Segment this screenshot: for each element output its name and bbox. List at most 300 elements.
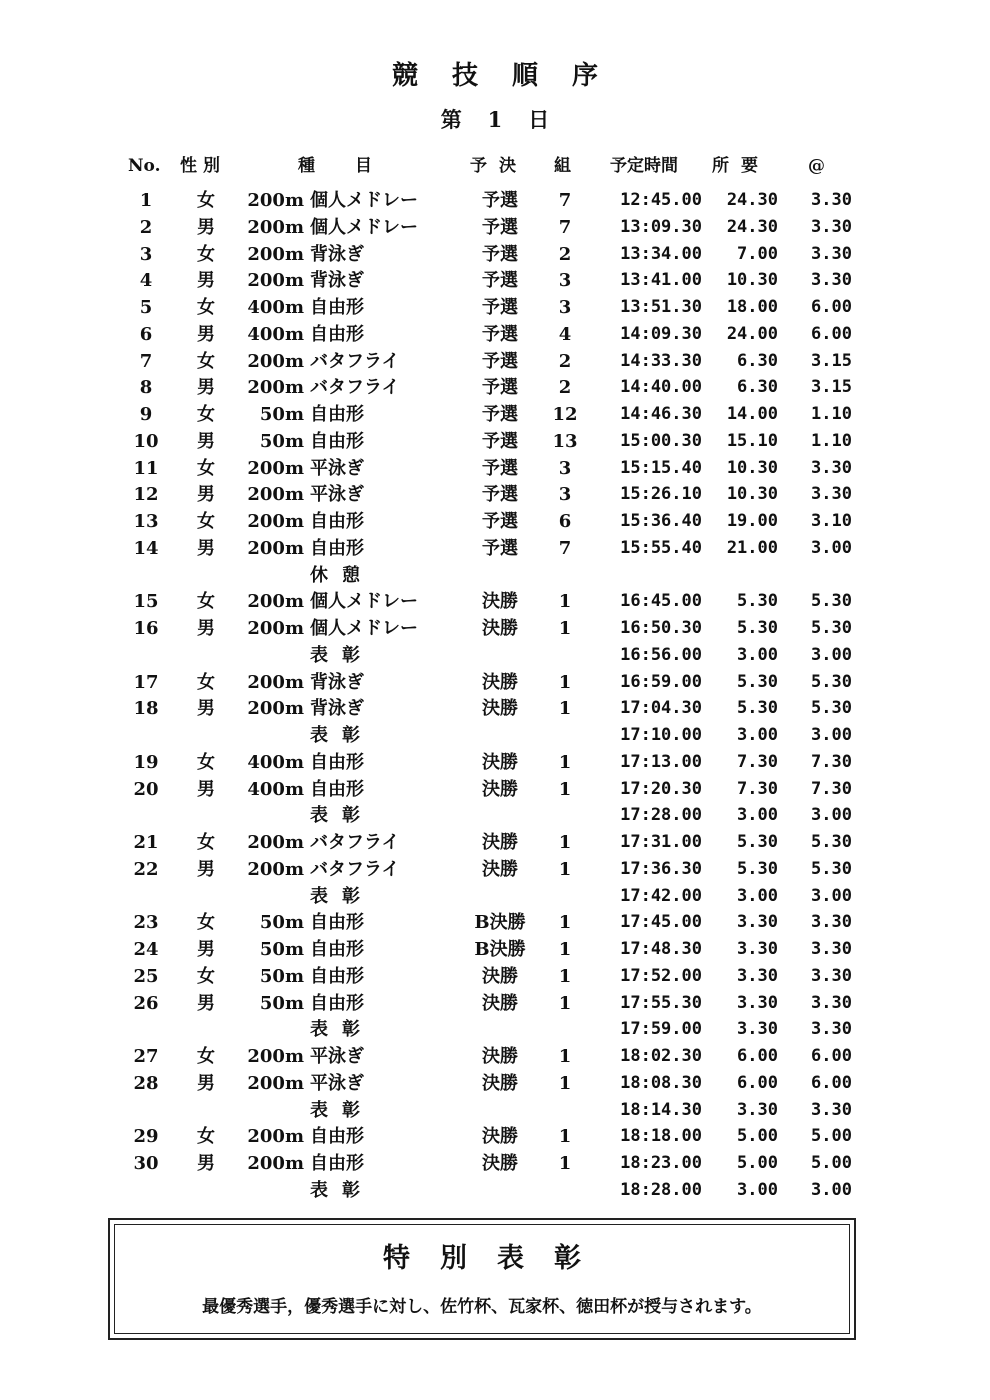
row-event: バタフライ	[310, 858, 400, 880]
row-group: 3	[558, 484, 572, 506]
row-event: 休憩	[310, 564, 374, 586]
row-event: 表彰	[310, 1099, 374, 1121]
row-no: 5	[139, 297, 153, 318]
row-time: 17:55.30	[620, 992, 702, 1013]
row-at: 3.30	[811, 216, 852, 237]
row-required: 3.00	[737, 725, 778, 745]
row-sex: 男	[197, 992, 215, 1014]
row-round: 予選	[482, 377, 518, 399]
table-row	[0, 428, 990, 455]
row-round: 予選	[482, 243, 518, 265]
row-at: 3.30	[811, 1019, 852, 1040]
row-time: 18:14.30	[620, 1099, 702, 1120]
row-group: 3	[558, 270, 572, 292]
row-at: 3.30	[811, 992, 852, 1013]
row-event: 自由形	[310, 1153, 364, 1174]
row-group: 7	[558, 537, 572, 559]
table-row	[0, 562, 990, 589]
row-sex: 男	[197, 858, 215, 880]
row-at: 3.15	[811, 377, 852, 398]
row-at: 5.30	[811, 858, 852, 879]
row-distance: 200m	[247, 1126, 304, 1148]
row-no: 7	[139, 350, 153, 372]
table-row	[0, 455, 990, 482]
row-required: 18.00	[726, 297, 778, 317]
row-round: 決勝	[482, 618, 518, 639]
table-row	[0, 1070, 990, 1097]
row-no: 3	[139, 243, 153, 265]
row-required: 3.00	[737, 1179, 778, 1200]
table-row	[0, 722, 990, 749]
row-group: 1	[558, 671, 572, 693]
table-row	[0, 642, 990, 669]
row-at: 6.00	[811, 297, 852, 317]
row-distance: 200m	[247, 270, 304, 292]
row-distance: 400m	[247, 751, 304, 773]
row-required: 10.30	[726, 457, 778, 478]
row-sex: 女	[197, 832, 215, 853]
row-time: 15:55.40	[620, 537, 702, 558]
row-distance: 200m	[247, 511, 304, 532]
table-row	[0, 214, 990, 241]
row-no: 10	[133, 430, 159, 452]
row-round: 決勝	[482, 832, 518, 853]
row-required: 24.30	[726, 216, 778, 237]
row-required: 5.30	[737, 591, 778, 612]
header-round: 予決	[470, 156, 528, 176]
row-required: 7.30	[737, 751, 778, 772]
row-round: 予選	[482, 511, 518, 532]
row-required: 6.30	[737, 350, 778, 371]
row-round: 予選	[482, 484, 518, 506]
row-at: 5.00	[811, 1126, 852, 1147]
row-event: 平泳ぎ	[310, 1046, 364, 1067]
table-row	[0, 802, 990, 829]
row-no: 17	[133, 671, 159, 693]
row-round: 決勝	[482, 858, 518, 880]
row-event: 個人メドレー	[310, 216, 418, 238]
row-at: 1.10	[811, 430, 852, 451]
row-time: 16:59.00	[620, 671, 702, 692]
row-distance: 200m	[247, 1046, 304, 1067]
row-event: 自由形	[310, 939, 364, 960]
row-at: 3.00	[811, 805, 852, 826]
row-no: 18	[133, 698, 159, 720]
row-group: 1	[558, 858, 572, 880]
row-time: 13:41.00	[620, 270, 702, 291]
row-event: 平泳ぎ	[310, 484, 364, 506]
row-event: 自由形	[310, 297, 364, 318]
table-header	[0, 153, 990, 180]
row-time: 16:45.00	[620, 591, 702, 612]
row-no: 6	[139, 323, 153, 345]
row-time: 18:08.30	[620, 1072, 702, 1093]
row-group: 1	[558, 1126, 572, 1148]
row-distance: 50m	[259, 992, 304, 1014]
row-event: 表彰	[310, 1179, 374, 1201]
header-time: 予定時間	[610, 156, 678, 176]
row-round: 予選	[482, 297, 518, 318]
row-required: 3.30	[737, 912, 778, 933]
row-distance: 200m	[247, 484, 304, 506]
row-sex: 女	[197, 190, 215, 211]
row-event: 自由形	[310, 751, 364, 773]
row-at: 6.00	[811, 1072, 852, 1093]
row-sex: 女	[197, 297, 215, 318]
row-time: 12:45.00	[620, 190, 702, 210]
row-sex: 女	[197, 350, 215, 372]
row-at: 3.30	[811, 1099, 852, 1120]
page-title: 競技順序	[391, 61, 632, 91]
row-event: 表彰	[310, 1019, 374, 1041]
row-event: バタフライ	[310, 377, 400, 399]
row-round: 決勝	[482, 1072, 518, 1094]
row-sex: 女	[197, 671, 215, 693]
row-no: 21	[133, 832, 159, 853]
row-event: 表彰	[310, 725, 374, 746]
row-required: 7.30	[737, 778, 778, 799]
row-at: 5.30	[811, 698, 852, 719]
table-row	[0, 267, 990, 294]
row-no: 12	[133, 484, 159, 506]
row-time: 15:36.40	[620, 511, 702, 531]
row-at: 3.30	[811, 457, 852, 478]
row-required: 3.00	[737, 805, 778, 826]
row-at: 3.00	[811, 537, 852, 558]
table-row	[0, 401, 990, 428]
row-at: 5.30	[811, 591, 852, 612]
row-sex: 男	[197, 323, 215, 345]
row-group: 7	[558, 190, 572, 211]
row-at: 5.00	[811, 1153, 852, 1173]
table-row	[0, 588, 990, 615]
row-event: 背泳ぎ	[310, 671, 364, 693]
row-event: 平泳ぎ	[310, 457, 364, 479]
row-required: 5.00	[737, 1153, 778, 1173]
row-time: 17:59.00	[620, 1019, 702, 1040]
row-no: 26	[133, 992, 159, 1014]
row-time: 14:46.30	[620, 404, 702, 424]
row-at: 3.00	[811, 885, 852, 906]
table-row	[0, 856, 990, 883]
row-required: 3.30	[737, 1099, 778, 1120]
row-event: 背泳ぎ	[310, 698, 364, 720]
row-distance: 400m	[247, 323, 304, 345]
row-sex: 男	[197, 377, 215, 399]
header-event: 種目	[298, 156, 412, 176]
row-group: 2	[558, 377, 572, 399]
row-sex: 男	[197, 939, 215, 960]
row-group: 2	[558, 350, 572, 372]
row-group: 1	[558, 698, 572, 720]
row-distance: 200m	[247, 858, 304, 880]
table-row	[0, 883, 990, 910]
row-no: 29	[133, 1126, 159, 1148]
row-no: 8	[139, 377, 153, 399]
row-required: 5.30	[737, 671, 778, 692]
row-at: 5.30	[811, 671, 852, 692]
row-round: 予選	[482, 323, 518, 345]
row-sex: 女	[197, 912, 215, 934]
row-group: 1	[558, 1153, 572, 1174]
table-row	[0, 187, 990, 214]
row-required: 14.00	[726, 404, 778, 424]
row-group: 13	[552, 430, 578, 452]
header-at: @	[808, 156, 825, 176]
table-row	[0, 1150, 990, 1177]
row-time: 14:33.30	[620, 350, 702, 371]
row-no: 25	[133, 965, 159, 987]
row-at: 6.00	[811, 323, 852, 344]
row-time: 18:18.00	[620, 1126, 702, 1147]
row-time: 18:02.30	[620, 1046, 702, 1066]
table-row	[0, 909, 990, 936]
row-round: 予選	[482, 404, 518, 425]
table-row	[0, 829, 990, 856]
table-row	[0, 695, 990, 722]
row-no: 1	[139, 190, 153, 211]
row-required: 5.30	[737, 618, 778, 638]
row-event: バタフライ	[310, 832, 400, 853]
row-sex: 男	[197, 270, 215, 292]
row-at: 3.30	[811, 912, 852, 933]
table-row	[0, 348, 990, 375]
table-row	[0, 374, 990, 401]
header-required: 所要	[712, 156, 770, 176]
row-round: 予選	[482, 457, 518, 479]
row-round: B決勝	[474, 912, 526, 934]
row-time: 14:40.00	[620, 377, 702, 398]
row-required: 3.00	[737, 644, 778, 665]
row-at: 3.30	[811, 190, 852, 210]
row-no: 20	[133, 778, 159, 800]
row-round: 予選	[482, 270, 518, 292]
row-time: 16:56.00	[620, 644, 702, 665]
row-no: 14	[133, 537, 159, 559]
table-row	[0, 294, 990, 321]
row-event: 自由形	[310, 992, 364, 1014]
row-distance: 50m	[259, 430, 304, 452]
row-distance: 400m	[247, 778, 304, 800]
row-distance: 400m	[247, 297, 304, 318]
row-at: 3.00	[811, 1179, 852, 1200]
row-no: 30	[133, 1153, 159, 1174]
row-event: 自由形	[310, 1126, 364, 1148]
row-no: 22	[133, 858, 159, 880]
row-time: 17:52.00	[620, 965, 702, 986]
row-at: 5.30	[811, 618, 852, 638]
row-required: 24.00	[726, 323, 778, 344]
special-award-box	[108, 1218, 856, 1340]
row-sex: 女	[197, 511, 215, 532]
row-sex: 男	[197, 1153, 215, 1174]
table-row	[0, 1123, 990, 1150]
row-group: 1	[558, 618, 572, 639]
row-group: 4	[558, 323, 572, 345]
table-row	[0, 1097, 990, 1124]
row-at: 1.10	[811, 404, 852, 424]
row-no: 13	[133, 511, 159, 532]
row-sex: 女	[197, 591, 215, 613]
row-no: 2	[139, 216, 153, 238]
row-required: 6.00	[737, 1046, 778, 1066]
table-row	[0, 963, 990, 990]
row-sex: 女	[197, 1046, 215, 1067]
table-row	[0, 535, 990, 562]
row-distance: 200m	[247, 190, 304, 211]
row-group: 1	[558, 1072, 572, 1094]
row-round: 予選	[482, 430, 518, 452]
row-round: 決勝	[482, 965, 518, 987]
table-row	[0, 481, 990, 508]
row-round: 決勝	[482, 778, 518, 800]
row-required: 5.30	[737, 832, 778, 852]
row-no: 27	[133, 1046, 159, 1067]
row-round: 決勝	[482, 1153, 518, 1174]
row-sex: 女	[197, 457, 215, 479]
row-sex: 男	[197, 698, 215, 720]
row-required: 3.00	[737, 885, 778, 906]
header-no: No.	[128, 156, 161, 176]
row-required: 3.30	[737, 992, 778, 1013]
table-row	[0, 990, 990, 1017]
row-time: 17:48.30	[620, 939, 702, 959]
row-required: 10.30	[726, 270, 778, 291]
row-group: 1	[558, 751, 572, 773]
row-group: 1	[558, 778, 572, 800]
header-sex: 性別	[180, 156, 226, 176]
row-time: 17:42.00	[620, 885, 702, 906]
row-no: 23	[133, 912, 159, 934]
day-heading: 第1日	[440, 107, 576, 132]
row-time: 15:00.30	[620, 430, 702, 451]
row-distance: 200m	[247, 618, 304, 639]
row-group: 2	[558, 243, 572, 265]
row-event: 表彰	[310, 885, 374, 907]
row-time: 18:28.00	[620, 1179, 702, 1200]
row-time: 17:28.00	[620, 805, 702, 826]
row-event: 個人メドレー	[310, 591, 418, 613]
row-sex: 男	[197, 618, 215, 639]
row-no: 16	[133, 618, 159, 639]
row-group: 1	[558, 591, 572, 613]
row-distance: 200m	[247, 377, 304, 399]
row-no: 11	[133, 457, 159, 479]
row-round: 決勝	[482, 1126, 518, 1148]
row-required: 3.30	[737, 965, 778, 986]
row-group: 3	[558, 457, 572, 479]
table-row	[0, 1177, 990, 1204]
row-group: 3	[558, 297, 572, 318]
row-no: 4	[139, 270, 153, 292]
row-required: 19.00	[726, 511, 778, 531]
row-distance: 200m	[247, 671, 304, 693]
row-distance: 200m	[247, 350, 304, 372]
row-required: 6.30	[737, 377, 778, 398]
row-required: 3.30	[737, 1019, 778, 1040]
row-sex: 男	[197, 537, 215, 559]
row-sex: 女	[197, 243, 215, 265]
row-event: 表彰	[310, 644, 374, 666]
table-row	[0, 1016, 990, 1043]
row-time: 13:34.00	[620, 243, 702, 264]
row-group: 12	[552, 404, 578, 425]
row-distance: 200m	[247, 1153, 304, 1174]
row-round: 決勝	[482, 751, 518, 773]
row-time: 15:26.10	[620, 484, 702, 505]
row-event: 自由形	[310, 778, 364, 800]
row-sex: 男	[197, 1072, 215, 1094]
row-event: 表彰	[310, 805, 374, 827]
row-round: 予選	[482, 537, 518, 559]
row-required: 5.30	[737, 698, 778, 719]
row-distance: 200m	[247, 1072, 304, 1094]
row-round: 決勝	[482, 591, 518, 613]
row-time: 13:51.30	[620, 297, 702, 317]
table-row	[0, 615, 990, 642]
row-no: 15	[133, 591, 159, 613]
row-event: 自由形	[310, 323, 364, 345]
row-required: 7.00	[737, 243, 778, 264]
row-sex: 男	[197, 484, 215, 506]
row-time: 18:23.00	[620, 1153, 702, 1173]
row-distance: 200m	[247, 216, 304, 238]
row-round: 決勝	[482, 698, 518, 720]
row-no: 28	[133, 1072, 159, 1094]
row-sex: 男	[197, 430, 215, 452]
row-event: 個人メドレー	[310, 618, 418, 639]
header-group: 組	[554, 156, 571, 176]
row-time: 13:09.30	[620, 216, 702, 237]
row-distance: 50m	[259, 939, 304, 960]
row-sex: 女	[197, 1126, 215, 1148]
row-no: 19	[133, 751, 159, 773]
row-round: 決勝	[482, 1046, 518, 1067]
table-row	[0, 508, 990, 535]
row-time: 17:20.30	[620, 778, 702, 799]
row-distance: 50m	[259, 912, 304, 934]
row-round: B決勝	[474, 939, 526, 960]
row-sex: 女	[197, 751, 215, 773]
row-at: 3.00	[811, 725, 852, 745]
row-distance: 200m	[247, 457, 304, 479]
row-required: 15.10	[726, 430, 778, 451]
row-required: 5.30	[737, 858, 778, 879]
row-at: 5.30	[811, 832, 852, 852]
row-required: 5.00	[737, 1126, 778, 1147]
row-event: 背泳ぎ	[310, 270, 364, 292]
row-time: 17:10.00	[620, 725, 702, 745]
row-group: 6	[558, 511, 572, 532]
row-sex: 男	[197, 216, 215, 238]
row-time: 17:04.30	[620, 698, 702, 719]
row-round: 決勝	[482, 992, 518, 1014]
row-time: 14:09.30	[620, 323, 702, 344]
table-row	[0, 936, 990, 963]
row-round: 予選	[482, 216, 518, 238]
row-group: 1	[558, 965, 572, 987]
row-event: 自由形	[310, 511, 364, 532]
row-required: 10.30	[726, 484, 778, 505]
row-at: 7.30	[811, 751, 852, 772]
row-event: 平泳ぎ	[310, 1072, 364, 1094]
row-at: 3.30	[811, 939, 852, 959]
row-distance: 200m	[247, 591, 304, 613]
row-distance: 200m	[247, 698, 304, 720]
row-event: 自由形	[310, 430, 364, 452]
row-at: 3.00	[811, 644, 852, 665]
row-required: 21.00	[726, 537, 778, 558]
